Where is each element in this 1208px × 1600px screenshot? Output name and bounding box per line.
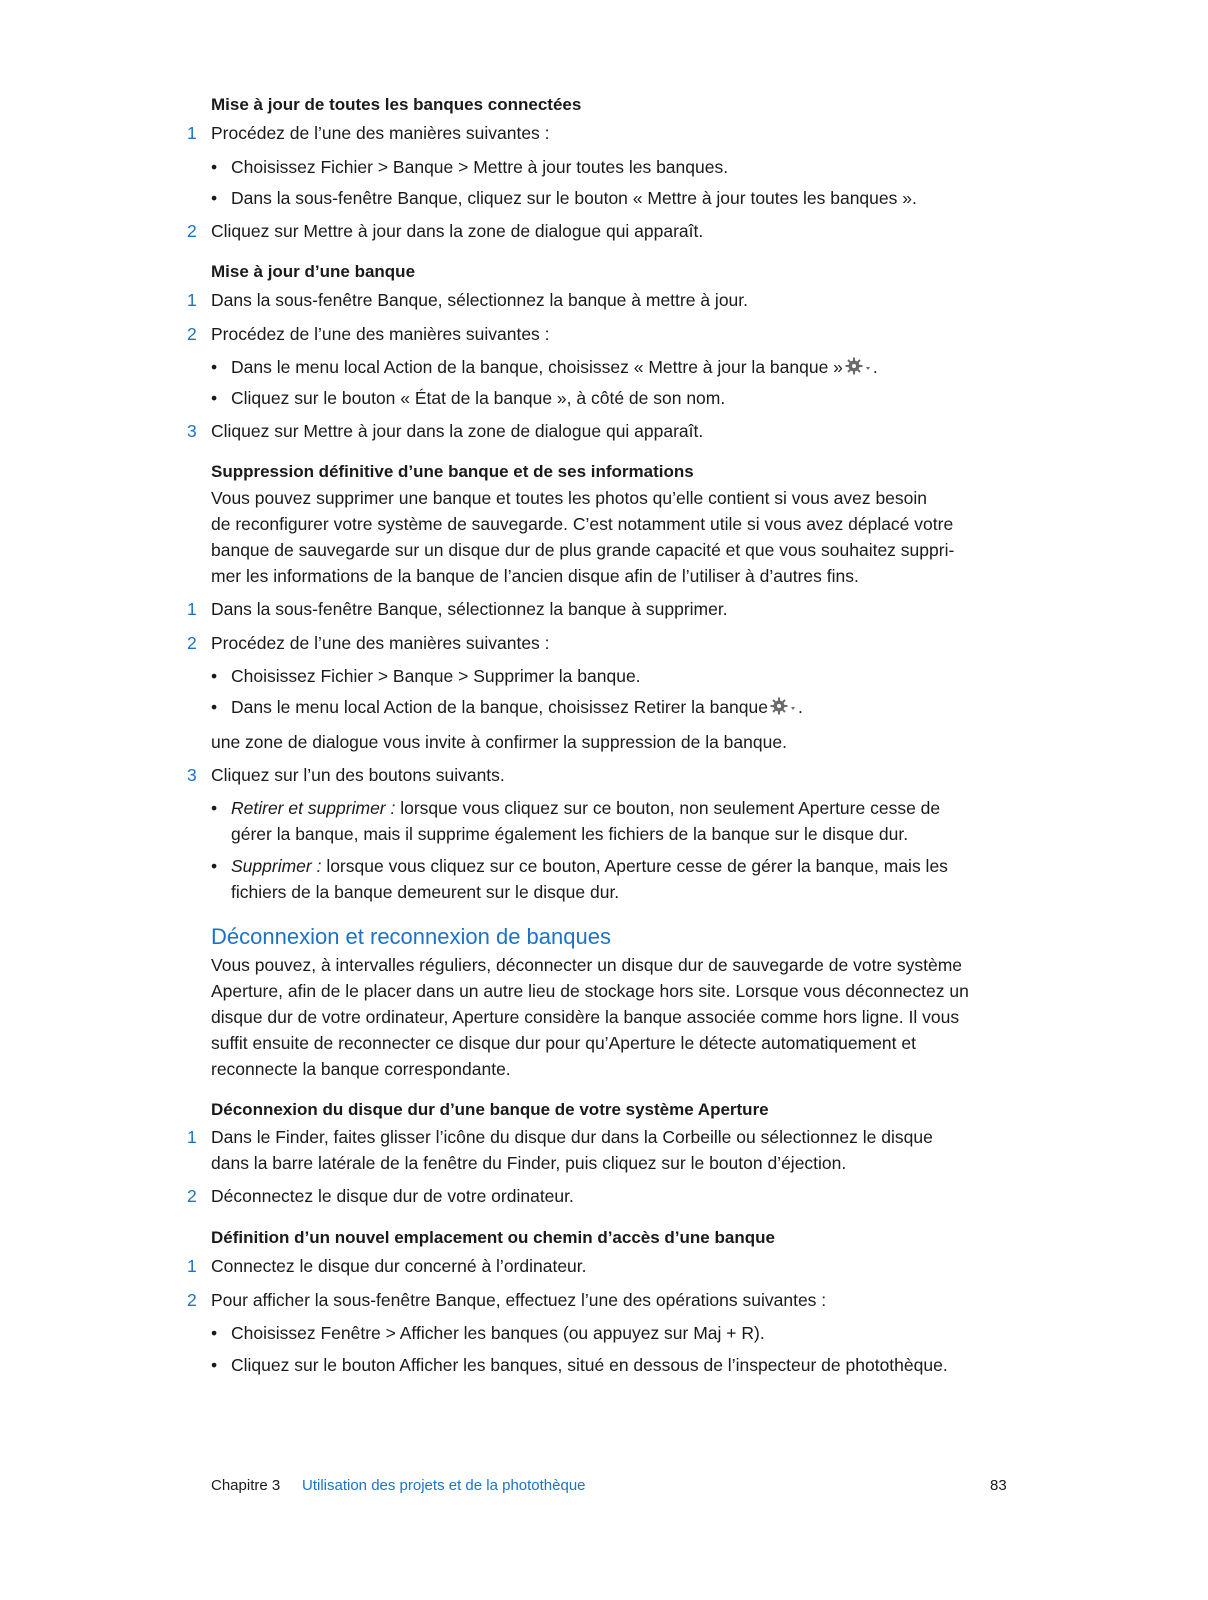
bullet-text: Cliquez sur le bouton « État de la banque », à côté de son nom. bbox=[231, 388, 726, 408]
step-number: 1 bbox=[187, 290, 197, 310]
option-text: gérer la banque, mais il supprime également les fichiers de la banque sur le disque dur. bbox=[231, 824, 909, 844]
bullet: • bbox=[211, 357, 218, 377]
step-text: Déconnectez le disque dur de votre ordinateur. bbox=[211, 1186, 574, 1206]
note-confirm: une zone de dialogue vous invite à confirmer la suppression de la banque. bbox=[211, 732, 787, 752]
heading-disconnect-disk: Déconnexion du disque dur d’une banque de votre système Aperture bbox=[211, 1100, 769, 1119]
step-text: Dans la sous-fenêtre Banque, sélectionnez la banque à mettre à jour. bbox=[211, 290, 749, 310]
bullet-text: Choisissez Fichier > Banque > Mettre à jour toutes les banques. bbox=[231, 157, 729, 177]
bullet: • bbox=[211, 798, 218, 818]
bullet-label: Dans le menu local Action de la banque, choisissez « Mettre à jour la banque » bbox=[231, 357, 843, 377]
step-text bbox=[211, 1124, 1011, 1176]
bullet-text: Dans la sous-fenêtre Banque, cliquez sur le bouton « Mettre à jour toutes les banques ». bbox=[231, 188, 917, 208]
bullet-text bbox=[231, 694, 1011, 722]
step-line: Dans le Finder, faites glisser l’icône du disque dur dans la Corbeille ou sélectionnez le disque bbox=[211, 1127, 933, 1147]
step-number: 3 bbox=[187, 765, 197, 785]
paragraph-line: Vous pouvez supprimer une banque et toutes les photos qu’elle contient si vous avez besoin bbox=[211, 488, 928, 508]
footer-chapter: Chapitre 3 bbox=[211, 1477, 281, 1494]
step-text: Dans la sous-fenêtre Banque, sélectionnez la banque à supprimer. bbox=[211, 599, 728, 619]
bullet: • bbox=[211, 856, 218, 876]
step-text: Cliquez sur Mettre à jour dans la zone de dialogue qui apparaît. bbox=[211, 221, 704, 241]
section-title: Déconnexion et reconnexion de banques bbox=[211, 924, 611, 949]
option-text: lorsque vous cliquez sur ce bouton, Aperture cesse de gérer la banque, mais les bbox=[321, 856, 948, 876]
bullet-text bbox=[231, 795, 1011, 847]
paragraph-line: banque de sauvegarde sur un disque dur de plus grande capacité et que vous souhaitez suppri- bbox=[211, 540, 955, 560]
step-line: dans la barre latérale de la fenêtre du Finder, puis cliquez sur le bouton d’éjection. bbox=[211, 1153, 847, 1173]
step-number: 2 bbox=[187, 1290, 197, 1310]
bullet: • bbox=[211, 666, 218, 686]
step-number: 3 bbox=[187, 421, 197, 441]
bullet: • bbox=[211, 388, 218, 408]
option-label: Supprimer : bbox=[231, 856, 322, 876]
step-text: Procédez de l’une des manières suivantes : bbox=[211, 633, 550, 653]
paragraph-line: de reconfigurer votre système de sauvegarde. C’est notamment utile si vous avez déplacé votre bbox=[211, 514, 954, 534]
step-text: Procédez de l’une des manières suivantes : bbox=[211, 123, 550, 143]
paragraph-delete bbox=[211, 485, 1011, 589]
bullet-text bbox=[231, 853, 1011, 905]
bullet-text: Choisissez Fichier > Banque > Supprimer la banque. bbox=[231, 666, 641, 686]
paragraph-line: Vous pouvez, à intervalles réguliers, déconnecter un disque dur de sauvegarde de votre système bbox=[211, 955, 963, 975]
step-number: 2 bbox=[187, 324, 197, 344]
gear-icon bbox=[845, 356, 873, 382]
option-text: lorsque vous cliquez sur ce bouton, non seulement Aperture cesse de bbox=[395, 798, 941, 818]
period: . bbox=[872, 357, 878, 377]
option-text: fichiers de la banque demeurent sur le disque dur. bbox=[231, 882, 620, 902]
step-text: Procédez de l’une des manières suivantes : bbox=[211, 324, 550, 344]
heading-delete-bank: Suppression définitive d’une banque et de ses informations bbox=[211, 462, 694, 481]
bullet: • bbox=[211, 157, 218, 177]
step-number: 2 bbox=[187, 221, 197, 241]
page-number: 83 bbox=[990, 1477, 1007, 1494]
step-number: 1 bbox=[187, 599, 197, 619]
paragraph-line: mer les informations de la banque de l’ancien disque afin de l’utiliser à d’autres fins. bbox=[211, 566, 859, 586]
heading-new-location: Définition d’un nouvel emplacement ou chemin d’accès d’une banque bbox=[211, 1228, 775, 1247]
bullet-label: Dans le menu local Action de la banque, choisissez Retirer la banque bbox=[231, 697, 768, 717]
heading-update-all: Mise à jour de toutes les banques connectées bbox=[211, 95, 582, 114]
step-text: Cliquez sur Mettre à jour dans la zone de dialogue qui apparaît. bbox=[211, 421, 704, 441]
bullet: • bbox=[211, 1355, 218, 1375]
bullet: • bbox=[211, 188, 218, 208]
paragraph-line: disque dur de votre ordinateur, Aperture considère la banque associée comme hors ligne. Il vous bbox=[211, 1007, 960, 1027]
paragraph-line: suffit ensuite de reconnecter ce disque dur pour qu’Aperture le détecte automatiquement et bbox=[211, 1033, 916, 1053]
step-number: 2 bbox=[187, 1186, 197, 1206]
step-text: Pour afficher la sous-fenêtre Banque, effectuez l’une des opérations suivantes : bbox=[211, 1290, 827, 1310]
footer-chapter-title: Utilisation des projets et de la photothèque bbox=[302, 1477, 586, 1494]
bullet: • bbox=[211, 697, 218, 717]
paragraph-line: Aperture, afin de le placer dans un autre lieu de stockage hors site. Lorsque vous déconnectez un bbox=[211, 981, 969, 1001]
step-text: Cliquez sur l’un des boutons suivants. bbox=[211, 765, 505, 785]
step-number: 1 bbox=[187, 123, 197, 143]
paragraph-disconnect bbox=[211, 952, 1011, 1082]
heading-update-one: Mise à jour d’une banque bbox=[211, 262, 416, 281]
step-number: 1 bbox=[187, 1256, 197, 1276]
bullet: • bbox=[211, 1323, 218, 1343]
step-number: 1 bbox=[187, 1127, 197, 1147]
gear-icon bbox=[770, 696, 798, 722]
bullet-text: Choisissez Fenêtre > Afficher les banques (ou appuyez sur Maj + R). bbox=[231, 1323, 765, 1343]
paragraph-line: reconnecte la banque correspondante. bbox=[211, 1059, 511, 1079]
period: . bbox=[798, 697, 803, 717]
bullet-text bbox=[231, 354, 1011, 382]
option-label: Retirer et supprimer : bbox=[231, 798, 396, 818]
step-number: 2 bbox=[187, 633, 197, 653]
bullet-text: Cliquez sur le bouton Afficher les banques, situé en dessous de l’inspecteur de photothèque. bbox=[231, 1355, 948, 1375]
step-text: Connectez le disque dur concerné à l’ordinateur. bbox=[211, 1256, 587, 1276]
